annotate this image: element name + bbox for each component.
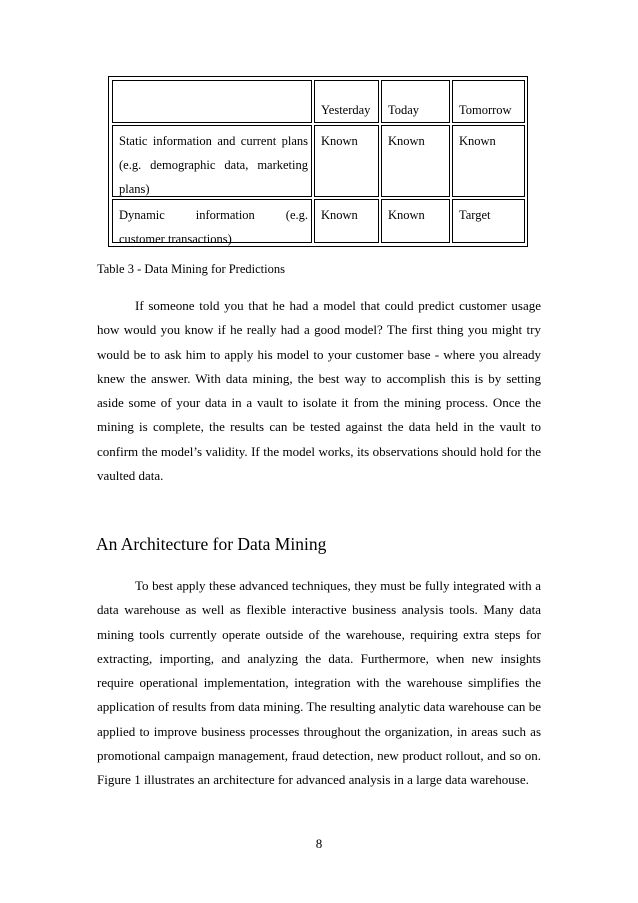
data-mining-table [108, 76, 528, 247]
body-paragraph-1: If someone told you that he had a model that could predict customer usage how would you know if he really had a good model? The first thing you might try would be to ask him to apply his model to your customer base - where you already knew the answer. With data mining, the best way to accomplish this is by setting aside some of your data in a vault to isolate it from the mining process. Once the mining is complete, the results can be tested against the data held in the vault to confirm the model’s validity. If the model works, its observations should hold for the vaulted data. [97, 298, 541, 484]
table-caption: Table 3 - Data Mining for Predictions [97, 262, 285, 276]
table-row-label-line: Static information and current plans [119, 134, 308, 148]
table-row-label [112, 125, 312, 197]
table-header-today: Today [381, 80, 450, 123]
section-heading: An Architecture for Data Mining [96, 534, 327, 554]
table-cell: Target [452, 199, 525, 243]
body-paragraph-2: To best apply these advanced techniques, they must be fully integrated with a data warehouse as well as flexible interactive business analysis tools. Many data mining tools currently operate outside of the warehouse, requiring extra steps for extracting, importing, and analyzing the data. Furthermore, when new insights require operational implementation, integration with the warehouse simplifies the application of results from data mining. The resulting analytic data warehouse can be applied to improve business processes throughout the organization, in areas such as promotional campaign management, fraud detection, new product rollout, and so on. Figure 1 illustrates an architecture for advanced analysis in a large data warehouse. [97, 578, 541, 788]
table-row-label-line: (e.g. demographic data, marketing [119, 158, 308, 172]
table-row-label-line: customer transactions) [119, 232, 232, 246]
page-number: 8 [315, 836, 323, 851]
table-cell: Known [381, 199, 450, 243]
table-row-label-line: Dynamic information (e.g. [119, 208, 308, 222]
table-header-tomorrow: Tomorrow [452, 80, 525, 123]
table-cell: Known [452, 125, 525, 197]
table-cell: Known [314, 199, 379, 243]
table-row-label-line: plans) [119, 182, 150, 196]
table-cell: Known [314, 125, 379, 197]
table-header-yesterday: Yesterday [314, 80, 379, 123]
table-header-empty [112, 80, 312, 123]
table-cell: Known [381, 125, 450, 197]
table-row-label [112, 199, 312, 246]
